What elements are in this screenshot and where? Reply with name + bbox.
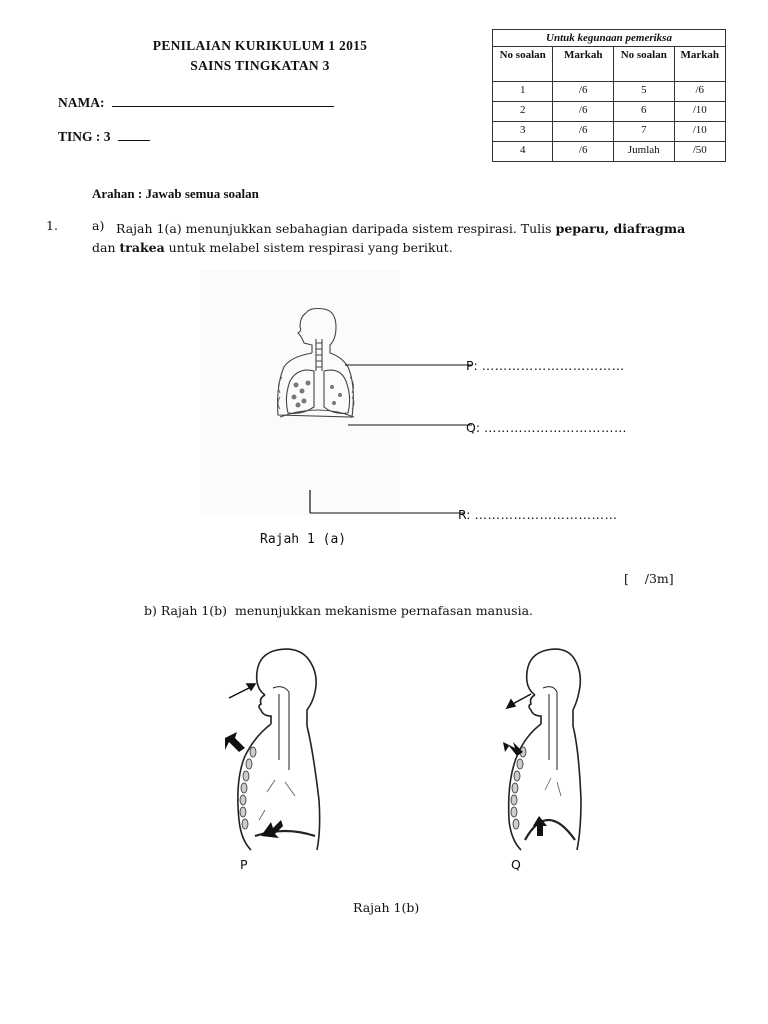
breathing-diagram-q [495, 640, 595, 855]
table-cell: 4 [493, 142, 553, 162]
table-header: Markah [674, 47, 726, 82]
table-header: Markah [553, 47, 614, 82]
table-cell: 6 [614, 102, 674, 122]
instructions: Arahan : Jawab semua soalan [92, 186, 259, 201]
breathing-diagram-p [215, 640, 330, 855]
label-p-key: P: [466, 358, 478, 373]
table-cell: 3 [493, 122, 553, 142]
class-field[interactable] [58, 128, 150, 145]
part-a-text-line2 [92, 240, 453, 255]
part-a-bold-2: trakea [119, 240, 165, 255]
label-p[interactable] [466, 358, 625, 373]
table-cell: /6 [553, 142, 614, 162]
table-header: No soalan [614, 47, 674, 82]
part-a-text-1: Rajah 1(a) menunjukkan sebahagian daripada sistem respirasi. Tulis [116, 221, 552, 236]
examiner-table [492, 29, 726, 162]
table-cell: /6 [553, 122, 614, 142]
label-r-blank[interactable]: …………………………… [474, 507, 618, 522]
label-r[interactable] [458, 507, 618, 522]
marks-box: [ /3m] [624, 571, 674, 586]
label-q-key: Q: [466, 420, 481, 435]
part-a-text-3: untuk melabel sistem respirasi yang berikut. [168, 240, 453, 255]
label-p-blank[interactable]: …………………………… [481, 358, 625, 373]
part-a-letter: a) [92, 218, 105, 233]
table-cell: /6 [553, 102, 614, 122]
part-a-text [116, 218, 696, 240]
table-cell: /6 [674, 82, 726, 102]
label-q[interactable] [466, 420, 627, 435]
table-cell: 1 [493, 82, 553, 102]
label-q-blank[interactable]: …………………………… [484, 420, 628, 435]
question-number: 1. [46, 218, 58, 233]
table-cell: /10 [674, 122, 726, 142]
table-cell: 7 [614, 122, 674, 142]
name-blank[interactable] [112, 94, 334, 107]
part-a-text-2: dan [92, 240, 116, 255]
table-cell: 2 [493, 102, 553, 122]
diagram-1a-caption: Rajah 1 (a) [260, 532, 347, 547]
table-cell: /10 [674, 102, 726, 122]
label-r-key: R: [458, 507, 471, 522]
label-lines [300, 355, 480, 525]
name-field[interactable] [58, 94, 334, 111]
table-cell: 5 [614, 82, 674, 102]
name-label: NAMA: [58, 95, 105, 110]
class-label: TING : 3 [58, 129, 111, 144]
diagram-q-label: Q [511, 857, 521, 872]
table-cell: /6 [553, 82, 614, 102]
diagram-1b-caption: Rajah 1(b) [353, 900, 420, 915]
exam-title-line1: PENILAIAN KURIKULUM 1 2015 [152, 38, 368, 53]
part-a-bold-1: peparu, diafragma [555, 221, 686, 236]
examiner-table-title: Untuk kegunaan pemeriksa [493, 30, 726, 47]
class-blank[interactable] [118, 128, 150, 141]
table-header: No soalan [493, 47, 553, 82]
part-b-text: b) Rajah 1(b) menunjukkan mekanisme pernafasan manusia. [144, 603, 534, 618]
table-cell: /50 [674, 142, 726, 162]
diagram-p-label: P [240, 857, 248, 872]
exam-title-line2: SAINS TINGKATAN 3 [190, 58, 330, 73]
table-cell: Jumlah [614, 142, 674, 162]
exam-title [100, 38, 420, 74]
